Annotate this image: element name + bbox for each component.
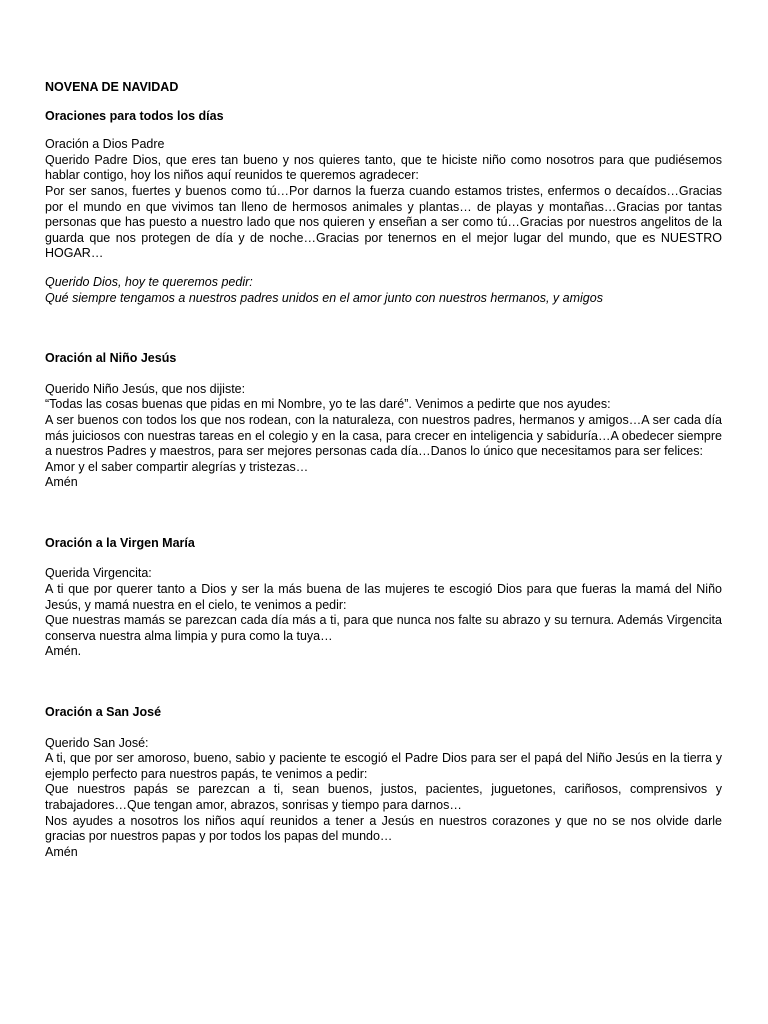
intro-paragraph: Querido Padre Dios, que eres tan bueno y nos quieres tanto, que te hiciste niño como nosotros para que pudiésemos hablar contigo, hoy los niños aquí reunidos te queremos agradecer: [45, 152, 722, 183]
document-subtitle: Oraciones para todos los días [45, 108, 224, 123]
section-paragraph: A ti que por querer tanto a Dios y ser la más buena de las mujeres te escogió Dios para que fueras la mamá del Niño Jesús, y mamá nuestra en el cielo, te venimos a pedir: [45, 582, 722, 612]
section-paragraph: A ti, que por ser amoroso, bueno, sabio y paciente te escogió el Padre Dios para ser el papá del Niño Jesús en la tierra y ejemplo perfecto para nuestros papás, te venimos a pedir: [45, 751, 722, 781]
section-title: Oración a la Virgen María [45, 535, 195, 550]
document-page [45, 80, 722, 860]
italic-line: Qué siempre tengamos a nuestros padres unidos en el amor junto con nuestros hermanos, y amigos [45, 290, 603, 305]
section-paragraph: A ser buenos con todos los que nos rodean, con la naturaleza, con nuestros padres, hermanos y amigos…A ser cada día más juiciosos con nuestras tareas en el colegio y en la casa, para crecer en inteligencia y sabiduría…A obedecer siempre a nuestros Padres y maestros, para ser mejores personas cada día…Danos lo único que necesitamos para ser felices: [45, 412, 722, 459]
section-paragraph: Amén. [45, 644, 82, 659]
italic-line: Querido Dios, hoy te queremos pedir: [45, 274, 253, 289]
intro-prayer [45, 137, 722, 262]
section-paragraph: Que nuestros papás se parezcan a ti, sean buenos, justos, pacientes, juguetones, cariñosos, comprensivos y trabajadores…Que tengan amor, abrazos, sonrisas y tiempo para darnos… [45, 782, 722, 812]
section-paragraph: Querida Virgencita: [45, 566, 152, 581]
intro-petition [45, 275, 722, 306]
intro-paragraph: Por ser sanos, fuertes y buenos como tú…Por darnos la fuerza cuando estamos tristes, enfermos o decaídos…Gracias por el mundo en que vivimos tan lleno de hermosos animales y plantas… de playas y montañas…Gracias por tantas personas que has puesto a nuestro lado que nos quieren y enseñan a ser como tú…Gracias por nuestros angelitos de la guarda que nos protegen de día y de noche…Gracias por tenernos en el mejor lugar del mundo, que es NUESTRO HOGAR… [45, 183, 722, 261]
section-title: Oración a San José [45, 705, 162, 720]
section-paragraph: Que nuestras mamás se parezcan cada día más a ti, para que nunca nos falte su abrazo y su ternura. Además Virgencita conserva nuestra alma limpia y pura como la tuya… [45, 613, 722, 643]
section-paragraph: Amor y el saber compartir alegrías y tristezas… [45, 459, 309, 474]
section-title: Oración al Niño Jesús [45, 351, 177, 366]
section-paragraph: Amén [45, 844, 78, 859]
intro-heading: Oración a Dios Padre [45, 137, 165, 152]
section-san-jose [45, 705, 722, 860]
section-paragraph: Nos ayudes a nosotros los niños aquí reunidos a tener a Jesús en nuestros corazones y que no se nos olvide darle gracias por nuestros papas y por todos los papas del mundo… [45, 813, 722, 844]
section-paragraph: Amén [45, 475, 78, 490]
section-virgen-maria [45, 536, 722, 660]
section-paragraph: Querido San José: [45, 735, 149, 750]
section-paragraph: “Todas las cosas buenas que pidas en mi Nombre, yo te las daré”. Venimos a pedirte que nos ayudes: [45, 397, 611, 412]
section-nino-jesus [45, 351, 722, 491]
section-paragraph: Querido Niño Jesús, que nos dijiste: [45, 381, 246, 396]
document-title: NOVENA DE NAVIDAD [45, 80, 179, 94]
